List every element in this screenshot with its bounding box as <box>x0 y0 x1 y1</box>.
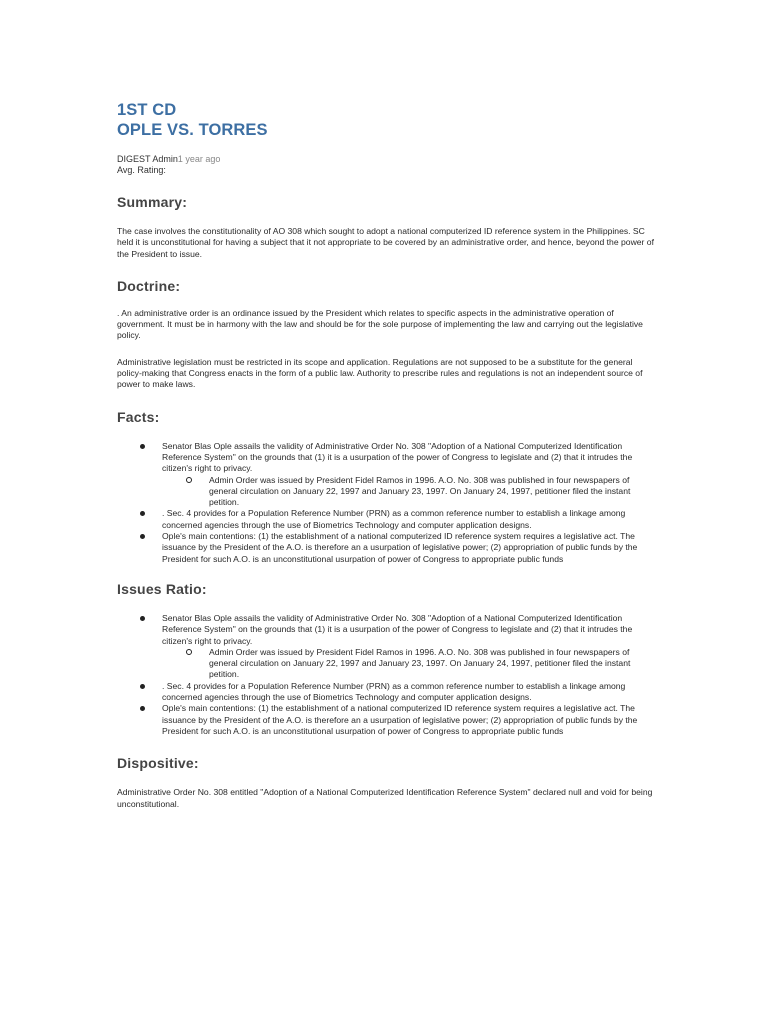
doctrine-paragraph-2: Administrative legislation must be restricted in its scope and application. Regulations are not supposed to be a substitute for the general policy-making that Congress enacts in the form of a public law. Authority to prescribe rules and regulations is not an independent source of power to make laws. <box>117 356 643 390</box>
author-name: DIGEST Admin <box>117 154 178 164</box>
doctrine-heading: Doctrine: <box>117 277 181 294</box>
issues-item-1: Senator Blas Ople assails the validity of Administrative Order No. 308 "Adoption of a National Computerized Identification Reference System" on the grounds that (1) it is a usurpation of the power of Congress to legislate and (2) that it intrudes the citizen's right to privacy. <box>162 612 633 646</box>
issues-sub-list <box>162 647 657 681</box>
circle-bullet-icon <box>186 649 192 655</box>
issues-heading: Issues Ratio: <box>117 580 207 597</box>
facts-sub-list <box>162 475 657 509</box>
issues-list <box>117 613 657 737</box>
facts-item-3: Ople's main contentions: (1) the establishment of a national computerized ID reference system requires a legislative act. The issuance by the President of the A.O. is therefore an a usurpation of legislative power; (2) appropriation of public funds by the President for such A.O. is an unconstitutional usurpation of power of Congress to appropriate public funds <box>162 531 638 564</box>
issues-item-1-sub: Admin Order was issued by President Fidel Ramos in 1996. A.O. No. 308 was published in four newspapers of general circulation on January 22, 1997 and January 23, 1997. On January 24, 1997, petitioner filed the instant petition. <box>209 646 631 680</box>
facts-item-2: . Sec. 4 provides for a Population Reference Number (PRN) as a common reference number to establish a linkage among concerned agencies through the use of Biometrics Technology and computer application designs. <box>162 508 626 530</box>
title-line-1: 1ST CD <box>117 101 177 119</box>
summary-heading: Summary: <box>117 194 188 210</box>
list-item <box>117 613 657 681</box>
dispositive-text: Administrative Order No. 308 entitled "Adoption of a National Computerized Identification Reference System" declared null and void for being unconstitutional. <box>117 787 653 809</box>
list-item <box>117 441 657 509</box>
dispositive-heading: Dispositive: <box>117 755 199 772</box>
page-title <box>117 100 657 140</box>
bullet-icon <box>140 706 145 711</box>
issues-item-3: Ople's main contentions: (1) the establishment of a national computerized ID reference system requires a legislative act. The issuance by the President of the A.O. is therefore an a usurpation of legislative power; (2) appropriation of public funds by the President for such A.O. is an unconstitutional usurpation of power of Congress to appropriate public funds <box>162 703 638 736</box>
bullet-icon <box>140 684 145 689</box>
bullet-icon <box>140 511 145 516</box>
bullet-icon <box>140 534 145 539</box>
list-item <box>117 703 657 737</box>
bullet-icon <box>140 616 145 621</box>
digest-content <box>117 100 657 810</box>
circle-bullet-icon <box>186 477 192 483</box>
list-item <box>117 681 657 704</box>
list-item <box>162 647 657 681</box>
bullet-icon <box>140 444 145 449</box>
list-item <box>117 531 657 565</box>
facts-item-1-sub: Admin Order was issued by President Fidel Ramos in 1996. A.O. No. 308 was published in four newspapers of general circulation on January 22, 1997 and January 23, 1997. On January 24, 1997, petitioner filed the instant petition. <box>209 474 631 508</box>
summary-text: The case involves the constitutionality of AO 308 which sought to adopt a national computerized ID reference system in the Philippines. SC held it is unconstitutional for having a subject that it not appropriate to be covered by an administrative order, and hence, beyond the power of the President to issue. <box>117 226 654 259</box>
facts-heading: Facts: <box>117 408 160 425</box>
post-meta <box>117 154 657 176</box>
list-item <box>162 475 657 509</box>
doctrine-paragraph-1: . An administrative order is an ordinance issued by the President which relates to specific aspects in the administrative operation of government. It must be in harmony with the law and should be for the sole purpose of implementing the law and carrying out the legislative policy. <box>117 307 643 341</box>
issues-item-2: . Sec. 4 provides for a Population Reference Number (PRN) as a common reference number to establish a linkage among concerned agencies through the use of Biometrics Technology and computer application designs. <box>162 680 626 703</box>
avg-rating-label: Avg. Rating: <box>117 165 166 175</box>
facts-list <box>117 441 657 565</box>
title-line-2: OPLE VS. TORRES <box>117 121 268 139</box>
facts-item-1: Senator Blas Ople assails the validity of Administrative Order No. 308 "Adoption of a National Computerized Identification Reference System" on the grounds that (1) it is a usurpation of the power of Congress to legislate and (2) that it intrudes the citizen's right to privacy. <box>162 440 633 474</box>
list-item <box>117 508 657 531</box>
post-time-ago: 1 year ago <box>177 154 221 164</box>
